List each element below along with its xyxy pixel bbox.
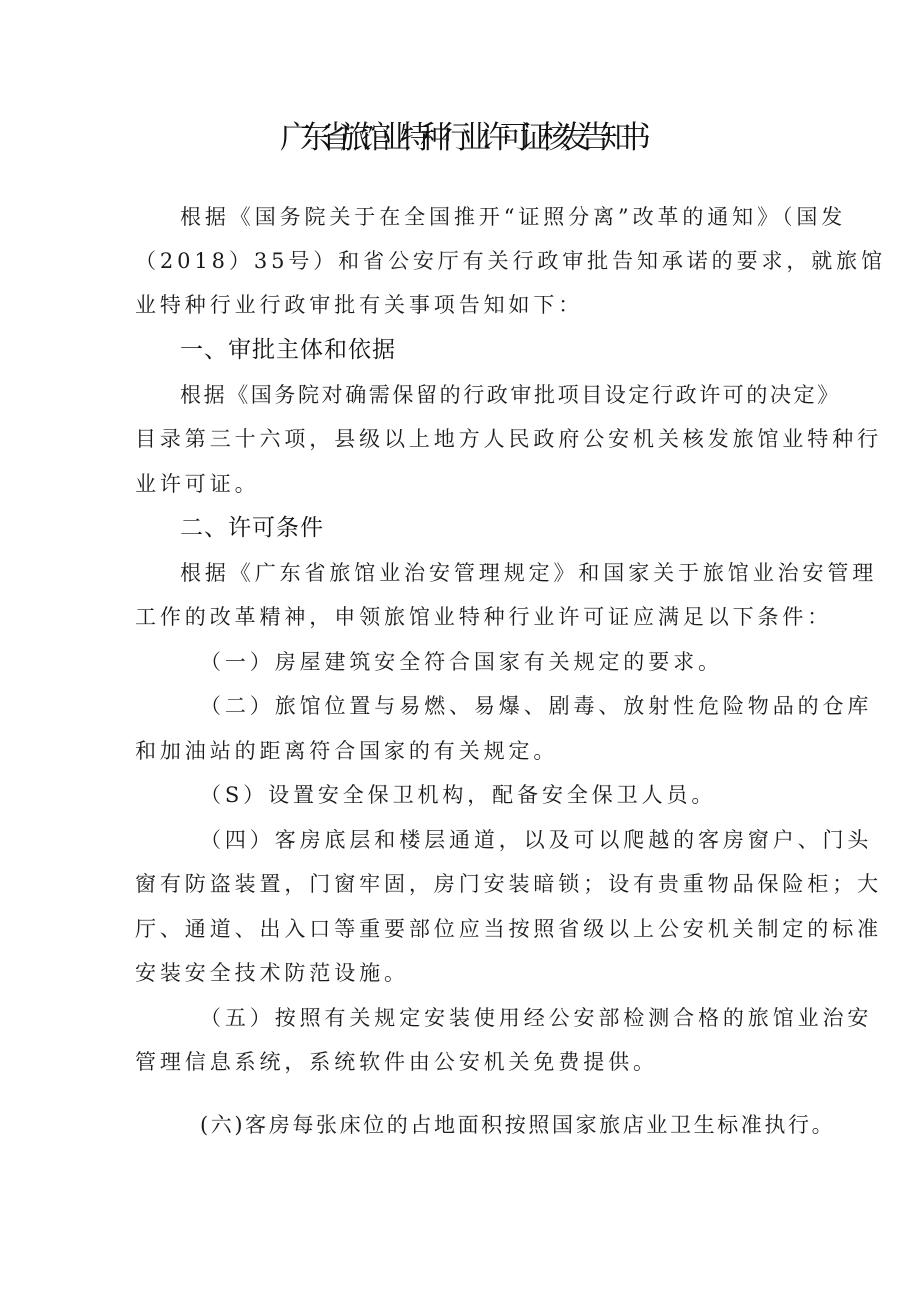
- condition-6: (六)客房每张床位的占地面积按照国家旅店业卫生标准执行。: [200, 1113, 836, 1137]
- section-1-line-2: 目录第三十六项，县级以上地方人民政府公安机关核发旅馆业特种行: [135, 427, 882, 451]
- condition-2-line-2: 和加油站的距离符合国家的有关规定。: [135, 739, 559, 763]
- condition-5-line-1: （五）按照有关规定安装使用经公安部检测合格的旅馆业治安: [200, 1006, 873, 1030]
- section-1-heading: 一、审批主体和依据: [180, 337, 396, 363]
- intro-line-3: 业特种行业行政审批有关事项告知如下：: [135, 293, 584, 317]
- condition-5-line-2: 管理信息系统，系统软件由公安机关免费提供。: [135, 1050, 658, 1074]
- section-1-line-3: 业许可证。: [135, 472, 260, 496]
- section-1-line-1: 根据《国务院对确需保留的行政审批项目设定行政许可的决定》: [180, 383, 841, 407]
- condition-4-line-4: 安装安全技术防范设施。: [135, 961, 409, 985]
- condition-2-line-1: （二）旅馆位置与易燃、易爆、剧毒、放射性危险物品的仓库: [200, 694, 873, 718]
- condition-4-line-2: 窗有防盗装置，门窗牢固，房门安装暗锁；设有贵重物品保险柜；大: [135, 872, 882, 896]
- intro-line-2: （2018）35号）和省公安厅有关行政审批告知承诺的要求，就旅馆: [135, 249, 886, 273]
- section-2-line-2: 工作的改革精神，申领旅馆业特种行业许可证应满足以下条件：: [135, 605, 833, 629]
- document-title: 广东省旅馆业特种行业许可证核发告知书: [280, 120, 640, 156]
- condition-3: （S）设置安全保卫机构，配备安全保卫人员。: [200, 783, 717, 807]
- condition-1: （一）房屋建筑安全符合国家有关规定的要求。: [200, 650, 723, 674]
- section-2-heading: 二、许可条件: [180, 515, 324, 541]
- condition-4-line-1: （四）客房底层和楼层通道，以及可以爬越的客房窗户、门头: [200, 828, 873, 852]
- condition-4-line-3: 厅、通道、出入口等重要部位应当按照省级以上公安机关制定的标准: [135, 917, 882, 941]
- section-2-line-1: 根据《广东省旅馆业治安管理规定》和国家关于旅馆业治安管理: [180, 561, 878, 585]
- intro-line-1: 根据《国务院关于在全国推开“证照分离”改革的通知》（国发: [180, 205, 847, 229]
